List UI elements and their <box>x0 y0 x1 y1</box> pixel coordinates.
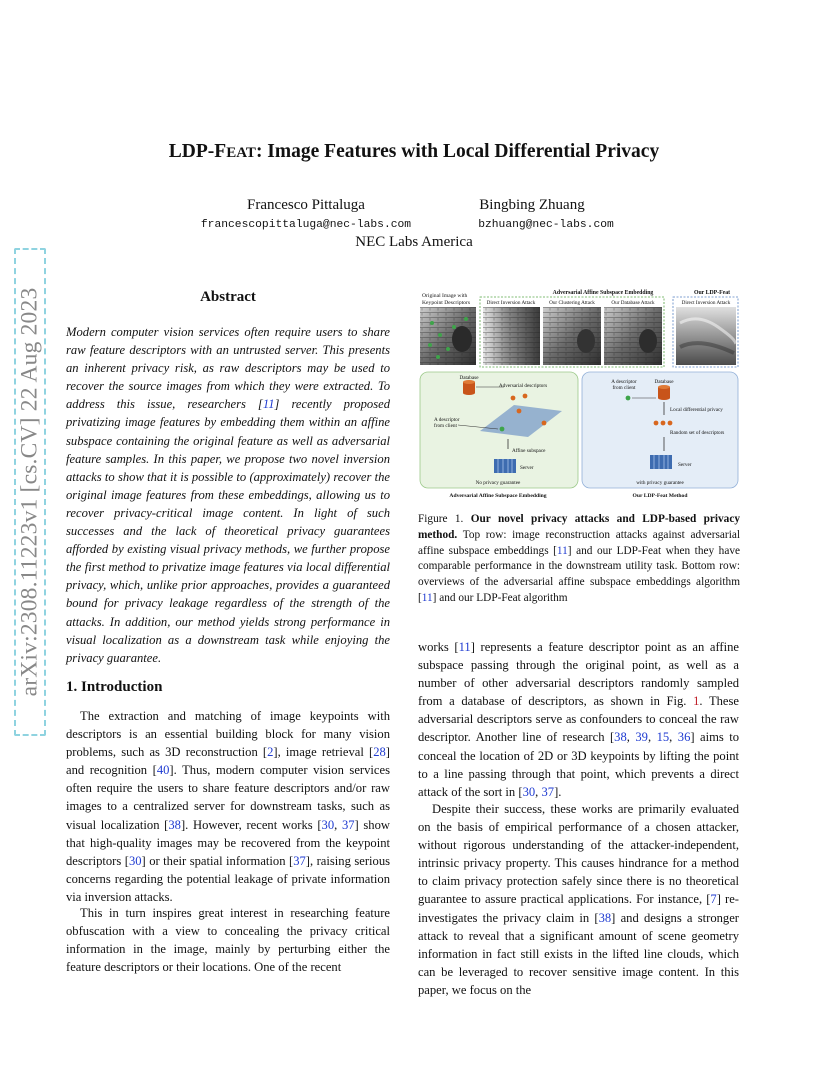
adversarial-dot <box>517 409 522 414</box>
left-guarantee-label: No privacy guarantee <box>475 480 521 486</box>
keypoint-dot <box>430 321 434 325</box>
text-run: ] represents a feature descriptor point as an affine subspace passing through the original point, as well as a number of other adversarial descriptors randomly sampled from a database of descriptors, as shown in Fig. <box>418 640 739 709</box>
keypoint-dot <box>446 347 450 351</box>
text-run: ] re-investigates the privacy claim in [ <box>418 892 739 925</box>
intro-paragraph-2: This in turn inspires great interest in researching feature obfuscation with a view to concealing the privacy critical information in the image, mainly by perturbing either the feature descriptors or their locations. One of the recent <box>66 906 390 975</box>
left-server-label: Server <box>520 465 534 471</box>
server-icon-right <box>650 455 672 469</box>
right-footer: Our LDP-Feat Method <box>632 493 688 499</box>
citation-link[interactable]: 37 <box>541 784 555 799</box>
right-paragraph-1 <box>418 638 739 801</box>
citation-link[interactable]: 11 <box>556 544 568 557</box>
database-icon-right <box>658 385 670 400</box>
left-descriptor-label-2: from client <box>434 423 457 429</box>
text-run: ] aims to conceal the location of 2D or 3D keypoints by lifting the point to a line passing through that point, which prevents a direct attack of the sort in [ <box>418 730 740 799</box>
client-descriptor-dot <box>500 427 505 432</box>
keypoint-dot <box>436 355 440 359</box>
original-image <box>420 307 476 365</box>
reconstruction-database-attack <box>604 307 662 365</box>
intro-heading: 1. Introduction <box>66 679 163 695</box>
title-smallcaps: EAT <box>226 145 256 161</box>
right-header: Our LDP-Feat <box>693 290 731 296</box>
right-descriptor-label-2: from client <box>612 385 636 391</box>
text-run: , <box>535 784 542 799</box>
text-run: works [ <box>418 640 459 654</box>
citation-link[interactable]: 7 <box>710 892 717 907</box>
figure-link[interactable]: 1 <box>693 694 700 709</box>
text-run: ] and recognition [ <box>66 745 390 778</box>
citation-link[interactable]: 39 <box>635 730 648 745</box>
right-random-set-label: Random set of descriptors <box>670 430 725 436</box>
text-run: ] and designs a stronger attack to reveal that a significant amount of scene geometry information in fact still exists in the lifted line clouds, which can be leveraged to recover sensitive image content. In this paper, we focus on the <box>418 910 739 997</box>
title-prefix: LDP-F <box>168 141 227 162</box>
text-run: Despite their success, these works are primarily evaluated on the basis of empirical performance of a chosen attacker, without rigorous understanding of the attacker-independent, intrinsic privacy property. This causes hindrance for a method to claim privacy protection safely since there is no theoretical guarantee to assure practical applications. For instance, [ <box>418 802 739 907</box>
citation-link[interactable]: 37 <box>293 853 306 868</box>
panel-label-4: Direct Inversion Attack <box>681 300 731 306</box>
paper-title <box>0 141 828 163</box>
reconstruction-ldp-feat <box>676 307 736 365</box>
citation-link[interactable]: 37 <box>341 817 355 832</box>
text-run: ], raising serious concerns regarding the potential leakage of private information via inversion attacks. <box>66 853 391 904</box>
citation-link[interactable]: 11 <box>458 640 471 654</box>
intro-paragraph-1 <box>66 707 390 906</box>
orig-label-2: Keypoint Descriptors <box>422 300 471 306</box>
citation-link[interactable]: 11 <box>262 397 275 412</box>
text-run: ] and our LDP-Feat when they have comparable performance in the downstream utility task. Bottom row: overviews of the adversarial affine subspace embeddings algorithm [ <box>418 544 740 604</box>
left-adversarial-label: Adversarial descriptors <box>498 383 548 389</box>
citation-link[interactable]: 36 <box>677 730 691 745</box>
reconstruction-clustering-attack <box>543 307 601 365</box>
right-paragraph-2 <box>418 800 739 999</box>
citation-link[interactable]: 38 <box>614 730 627 745</box>
panel-label-2: Our Clustering Attack <box>549 300 595 306</box>
adversarial-dot <box>542 421 547 426</box>
keypoint-dot <box>428 343 432 347</box>
orig-label-1: Original Image with <box>422 293 468 299</box>
citation-link[interactable]: 30 <box>128 853 142 868</box>
random-descriptor-dot <box>654 421 659 426</box>
author-email-1: francescopittaluga@nec-labs.com <box>200 219 412 231</box>
affiliation: NEC Labs America <box>355 234 473 250</box>
author-name-2: Bingbing Zhuang <box>479 197 585 213</box>
left-affine-label: Affine subspace <box>512 448 546 454</box>
abstract-run: Modern computer vision services often require users to share raw feature descriptors with an untrusted server. This presents an inherent privacy risk, as raw descriptors may be used to recover the source images from which they were extracted. To address this issue, researchers [ <box>66 325 390 412</box>
keypoint-dot <box>438 333 442 337</box>
caption-bold: Our novel privacy attacks and LDP-based privacy method. <box>418 513 740 541</box>
text-run: ]. However, recent works [ <box>180 817 322 832</box>
text-run: , <box>626 730 636 745</box>
abstract-text <box>66 323 390 667</box>
right-server-label: Server <box>678 462 692 468</box>
figure-caption <box>418 512 740 607</box>
top-header: Adversarial Affine Subspace Embedding <box>552 290 654 296</box>
text-run: ]. Thus, modern computer vision services often require the users to share feature descriptors and/or raw images to a centralized server for downstream tasks, such as visual localization [ <box>66 763 390 832</box>
reconstruction-direct-attack <box>483 307 540 365</box>
citation-link[interactable]: 11 <box>421 591 433 604</box>
panel-label-1: Direct Inversion Attack <box>486 300 536 306</box>
author-email-2: bzhuang@nec-labs.com <box>478 219 614 231</box>
left-footer: Adversarial Affine Subspace Embedding <box>449 493 547 499</box>
panel-label-3: Our Database Attack <box>611 300 655 306</box>
text-run: The extraction and matching of image keypoints with descriptors is an essential building block for many vision problems, such as 3D reconstruction [ <box>66 709 390 760</box>
citation-link[interactable]: 15 <box>656 730 670 745</box>
arxiv-stamp <box>14 248 46 736</box>
text-run: Top row: image reconstruction attacks against adversarial affine subspace embeddings [ <box>418 528 740 557</box>
arxiv-identifier: arXiv:2308.11223v1 [cs.CV] 22 Aug 2023 <box>16 287 43 697</box>
caption-label: Figure 1. <box>418 513 471 525</box>
text-run: , <box>334 817 342 832</box>
random-descriptor-dot <box>668 421 673 426</box>
abstract-heading: Abstract <box>200 289 256 305</box>
abstract-run: ] recently proposed privatizing image features by embedding them within an affine subspace containing the original feature as well as adversarial feature samples. In this paper, we propose two novel inversion attacks to show that it is possible to (approximately) recover the original image features from these embeddings, allowing us to recover privacy-critical image content. In light of such successes and the lack of theoretical privacy guarantees afforded by existing visual privacy methods, we further propose the first method to privatize image features via local differential privacy, which, unlike prior approaches, provides a guaranteed bound for privacy leakage regardless of the strength of the attacks. In addition, our method yields strong performance in visual localization as a downstream task while enjoying the privacy guarantee. <box>66 397 390 665</box>
left-descriptor-label-1: A descriptor <box>434 417 460 423</box>
citation-link[interactable]: 30 <box>321 817 335 832</box>
keypoint-dot <box>452 325 456 329</box>
citation-link[interactable]: 28 <box>373 745 386 760</box>
text-run: ], image retrieval [ <box>273 745 374 760</box>
adversarial-dot <box>511 396 516 401</box>
citation-link[interactable]: 2 <box>267 745 274 760</box>
citation-link[interactable]: 38 <box>168 817 181 832</box>
adversarial-dot <box>523 394 528 399</box>
citation-link[interactable]: 40 <box>156 763 170 778</box>
author-name-1: Francesco Pittaluga <box>247 197 365 213</box>
text-run: . These adversarial descriptors serve as confounders to conceal the raw descriptor. Another line of research [ <box>418 694 740 745</box>
right-database-label: Database <box>654 379 674 385</box>
right-ldp-label: Local differential privacy <box>670 407 723 413</box>
right-guarantee-label: with privacy guarantee <box>636 480 684 486</box>
database-icon-left <box>463 380 475 395</box>
title-suffix: : Image Features with Local Differential Privacy <box>255 141 660 162</box>
text-run: ] show that high-quality images may be recovered from the keypoint descriptors [ <box>66 817 391 868</box>
citation-link[interactable]: 30 <box>522 784 536 799</box>
citation-link[interactable]: 38 <box>598 910 612 925</box>
figure-1 <box>418 283 740 501</box>
server-icon-left <box>494 459 516 473</box>
left-database-label: Database <box>459 375 479 381</box>
client-descriptor-dot <box>626 396 631 401</box>
text-run: , <box>669 730 678 745</box>
text-run: ]. <box>554 784 562 799</box>
text-run: ] or their spatial information [ <box>141 853 294 868</box>
keypoint-dot <box>464 317 468 321</box>
right-descriptor-label-1: A descriptor <box>611 379 637 385</box>
text-run: ] and our LDP-Feat algorithm <box>432 591 568 604</box>
random-descriptor-dot <box>661 421 666 426</box>
text-run: , <box>647 730 657 745</box>
